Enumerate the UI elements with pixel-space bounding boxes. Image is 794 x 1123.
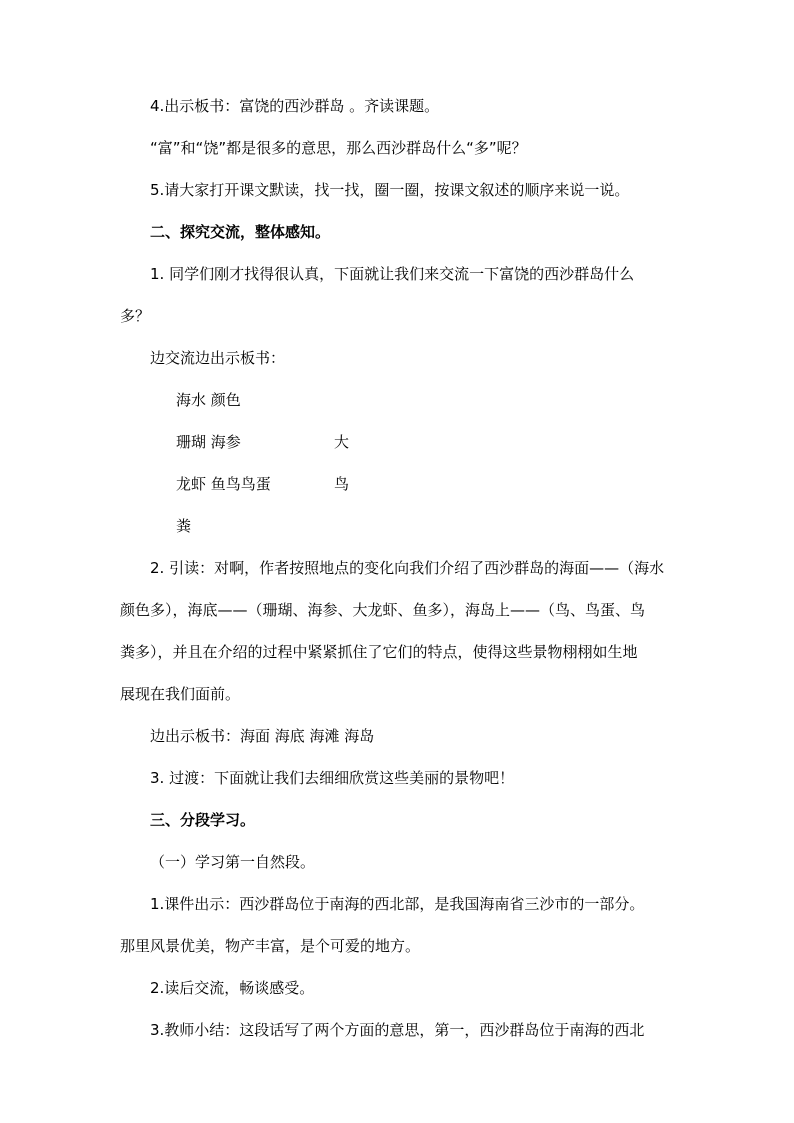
paragraph-line: 3.教师小结：这段话写了两个方面的意思，第一，西沙群岛位于南海的西北 xyxy=(150,1021,645,1039)
paragraph-line: 边交流边出示板书： xyxy=(150,349,286,367)
paragraph-line: “富”和“饶”都是很多的意思，那么西沙群岛什么“多”呢？ xyxy=(150,139,527,157)
paragraph-line: 展现在我们面前。 xyxy=(120,685,241,703)
section-heading: 二、探究交流，整体感知。 xyxy=(150,223,331,241)
paragraph-line: 粪多），并且在介绍的过程中紧紧抓住了它们的特点，使得这些景物栩栩如生地 xyxy=(120,643,638,661)
board-item: 鸟 xyxy=(334,475,350,493)
paragraph-line: 3. 过渡：下面就让我们去细细欣赏这些美丽的景物吧！ xyxy=(150,769,515,787)
paragraph-line: 1.课件出示：西沙群岛位于南海的西北部，是我国海南省三沙市的一部分。 xyxy=(150,895,645,913)
paragraph-line: 5.请大家打开课文默读，找一找，圈一圈，按课文叙述的顺序来说一说。 xyxy=(150,181,630,199)
paragraph-line: 2.读后交流，畅谈感受。 xyxy=(150,979,315,997)
board-item: 珊瑚 海参 xyxy=(176,433,241,451)
paragraph-line: 颜色多），海底——（珊瑚、海参、大龙虾、鱼多），海岛上——（鸟、鸟蛋、鸟 xyxy=(120,601,646,619)
paragraph-line: 那里风景优美，物产丰富，是个可爱的地方。 xyxy=(120,937,421,955)
section-heading: 三、分段学习。 xyxy=(150,811,256,829)
paragraph-line: 边出示板书：海面 海底 海滩 海岛 xyxy=(150,727,375,745)
subsection-heading: （一）学习第一自然段。 xyxy=(150,853,316,871)
board-item: 海水 颜色 xyxy=(176,391,241,409)
board-item: 大 xyxy=(334,433,350,451)
paragraph-line: 1. 同学们刚才找得很认真，下面就让我们来交流一下富饶的西沙群岛什么 xyxy=(150,265,635,283)
board-item: 龙虾 鱼鸟鸟蛋 xyxy=(176,475,271,493)
paragraph-line: 4.出示板书：富饶的西沙群岛 。齐读课题。 xyxy=(150,97,440,115)
board-item: 粪 xyxy=(176,517,192,535)
paragraph-line: 2. 引读：对啊，作者按照地点的变化向我们介绍了西沙群岛的海面——（海水 xyxy=(150,559,665,577)
paragraph-line: 多？ xyxy=(120,307,151,325)
